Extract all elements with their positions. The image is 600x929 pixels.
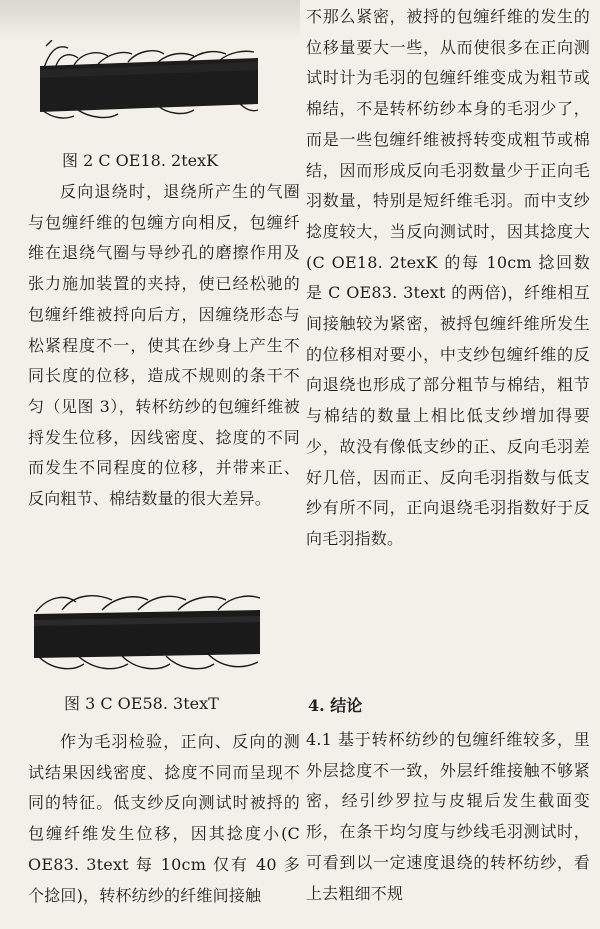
section-heading-conclusion: 4. 结论 <box>308 696 363 715</box>
left-paragraph-2: 作为毛羽检验，正向、反向的测试结果因线密度、捻度不同而呈现不同的特征。低支纱反向测试时被捋的包缠纤维发生位移，因其捻度小(C OE83. 3text 每 10cm 仅有 40 多个捻回)，转杯纺纱的纤维间接触 <box>28 732 300 905</box>
figure-2-image <box>38 40 260 122</box>
scan-shadow <box>0 0 300 40</box>
yarn-photo-fig3 <box>32 590 262 674</box>
figure-3-caption: 图 3 C OE58. 3texT <box>64 694 219 713</box>
right-paragraph-1: 不那么紧密，被捋的包缠纤维的发生的位移量要大一些，从而使很多在正向测试时计为毛羽的包缠纤维变成为粗节或棉结，不是转杯纺纱本身的毛羽少了，而是一些包缠纤维被捋转变成粗节或棉结，因而形成反向毛羽数量少于正向毛羽数量，特别是短纤维毛羽。而中支纱捻度较大，当反向测试时，因其捻度大(C OE18. 2texK 的每 10cm 捻回数是 C OE83. 3text 的两倍)，纤维相互间接触较为紧密，被捋包缠纤维所发生的位移相对要小，中支纱包缠纤维的反向退绕也形成了部分粗节与棉结，粗节与棉结的数量上相比低支纱增加得要少，故没有像低支纱的正、反向毛羽差好几倍，因而正、反向毛羽指数与低支纱有所不同，正向退绕毛羽指数好于反向毛羽指数。 <box>306 7 590 548</box>
figure-2-caption: 图 2 C OE18. 2texK <box>62 151 219 170</box>
left-paragraph-1: 反向退绕时，退绕所产生的气圈与包缠纤维的包缠方向相反，包缠纤维在退绕气圈与导纱孔的磨擦作用及张力施加装置的夹持，使已经松驰的包缠纤维被捋向后方，因缠绕形态与松紧程度不一，使其在纱身上产生不同长度的位移，造成不规则的条干不匀（见图 3），转杯纺纱的包缠纤维被捋发生位移，因线密度、捻度的不同而发生不同程度的位移，并带来正、反向粗节、棉结数量的很大差异。 <box>28 182 300 509</box>
right-paragraph-2: 4.1 基于转杯纺纱的包缠纤维较多，里外层捻度不一致，外层纤维接触不够紧密，经引纱罗拉与皮辊后发生截面变形，在条干均匀度与纱线毛羽测试时，可看到以一定速度退绕的转杯纺纱，看上去粗细不规 <box>306 730 590 903</box>
yarn-photo-fig2 <box>38 40 260 122</box>
figure-3-image <box>32 590 262 674</box>
